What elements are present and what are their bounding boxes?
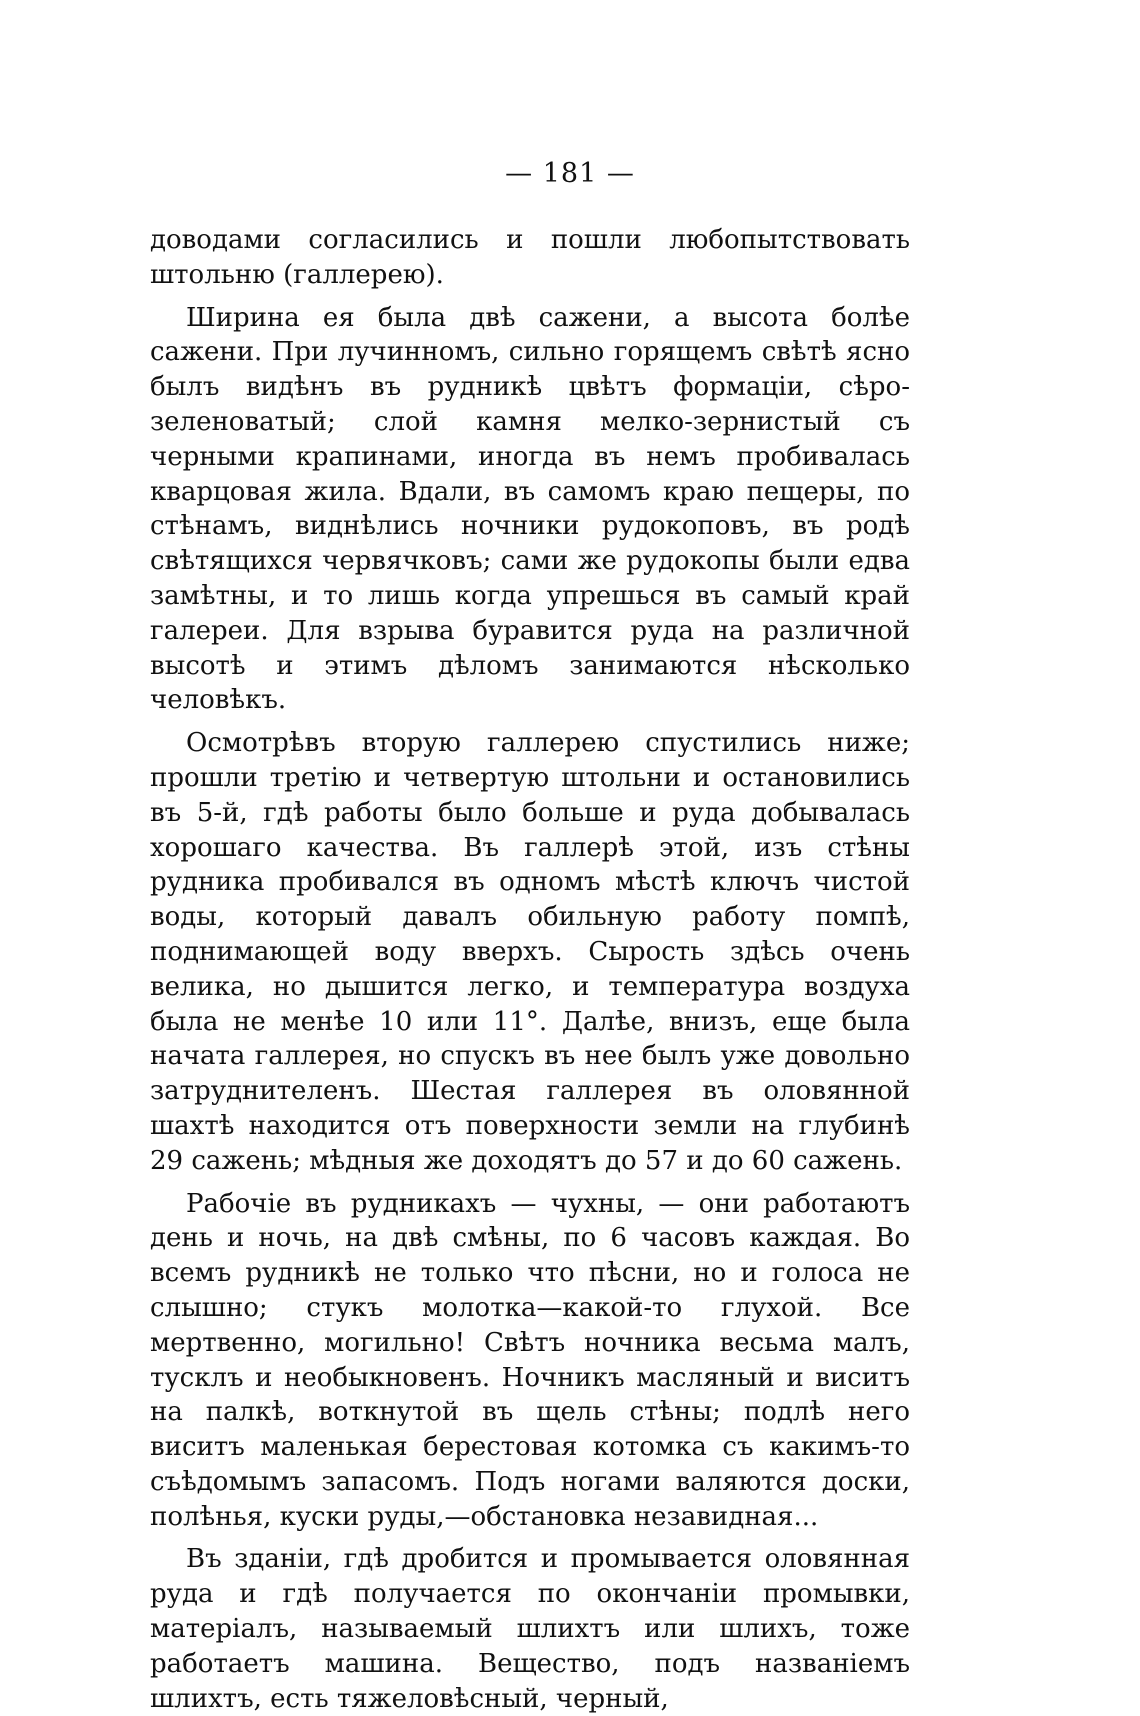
paragraph-1: доводами согласились и пошли любопытствовать штольню (галлерею).	[150, 225, 910, 290]
paragraph-5: Въ зданіи, гдѣ дробится и промывается оловянная руда и гдѣ получается по окончаніи промывки, матеріалъ, называемый шлихтъ или шлихъ, тоже работаетъ машина. Вещество, подъ названіемъ шлихтъ, есть тяжеловѣсный, черный,	[150, 1544, 910, 1714]
paragraph-2: Ширина ея была двѣ сажени, а высота болѣе сажени. При лучинномъ, сильно горящемъ свѣтѣ ясно былъ видѣнъ въ рудникѣ цвѣтъ формаціи, сѣро-зеленоватый; слой камня мелко-зернистый съ черными крапинами, иногда въ немъ пробивалась кварцовая жила. Вдали, въ самомъ краю пещеры, по стѣнамъ, виднѣлись ночники рудокоповъ, въ родѣ свѣтящихся червячковъ; сами же рудокопы были едва замѣтны, и то лишь когда упрешься въ самый край галереи. Для взрыва буравится руда на различной высотѣ и этимъ дѣломъ занимаются нѣсколько человѣкъ.	[150, 302, 910, 716]
paragraph-3: Осмотрѣвъ вторую галлерею спустились ниже; прошли третію и четвертую штольни и остановились въ 5-й, гдѣ работы было больше и руда добывалась хорошаго качества. Въ галлерѣ этой, изъ стѣны рудника пробивался въ одномъ мѣстѣ ключъ чистой воды, который давалъ обильную работу помпѣ, поднимающей воду вверхъ. Сырость здѣсь очень велика, но дышится легко, и температура воздуха была не менѣе 10 или 11°. Далѣе, внизъ, еще была начата галлерея, но спускъ въ нее былъ уже довольно затруднителенъ. Шестая галлерея въ оловянной шахтѣ находится отъ поверхности земли на глубинѣ 29 сажень; мѣдныя же доходятъ до 57 и до 60 сажень.	[150, 728, 910, 1176]
body-text	[150, 223, 910, 1716]
page-number: — 181 —	[505, 158, 635, 189]
paragraph-4: Рабочіе въ рудникахъ — чухны, — они работаютъ день и ночь, на двѣ смѣны, по 6 часовъ каждая. Во всемъ рудникѣ не только что пѣсни, но и голоса не слышно; стукъ молотка—какой-то глухой. Все мертвенно, могильно! Свѣтъ ночника весьма малъ, тусклъ и необыкновенъ. Ночникъ масляный и виситъ на палкѣ, воткнутой въ щель стѣны; подлѣ него виситъ маленькая берестовая котомка съ какимъ-то съѣдомымъ запасомъ. Подъ ногами валяются доски, полѣнья, куски руды,—обстановка незавидная...	[150, 1188, 910, 1532]
